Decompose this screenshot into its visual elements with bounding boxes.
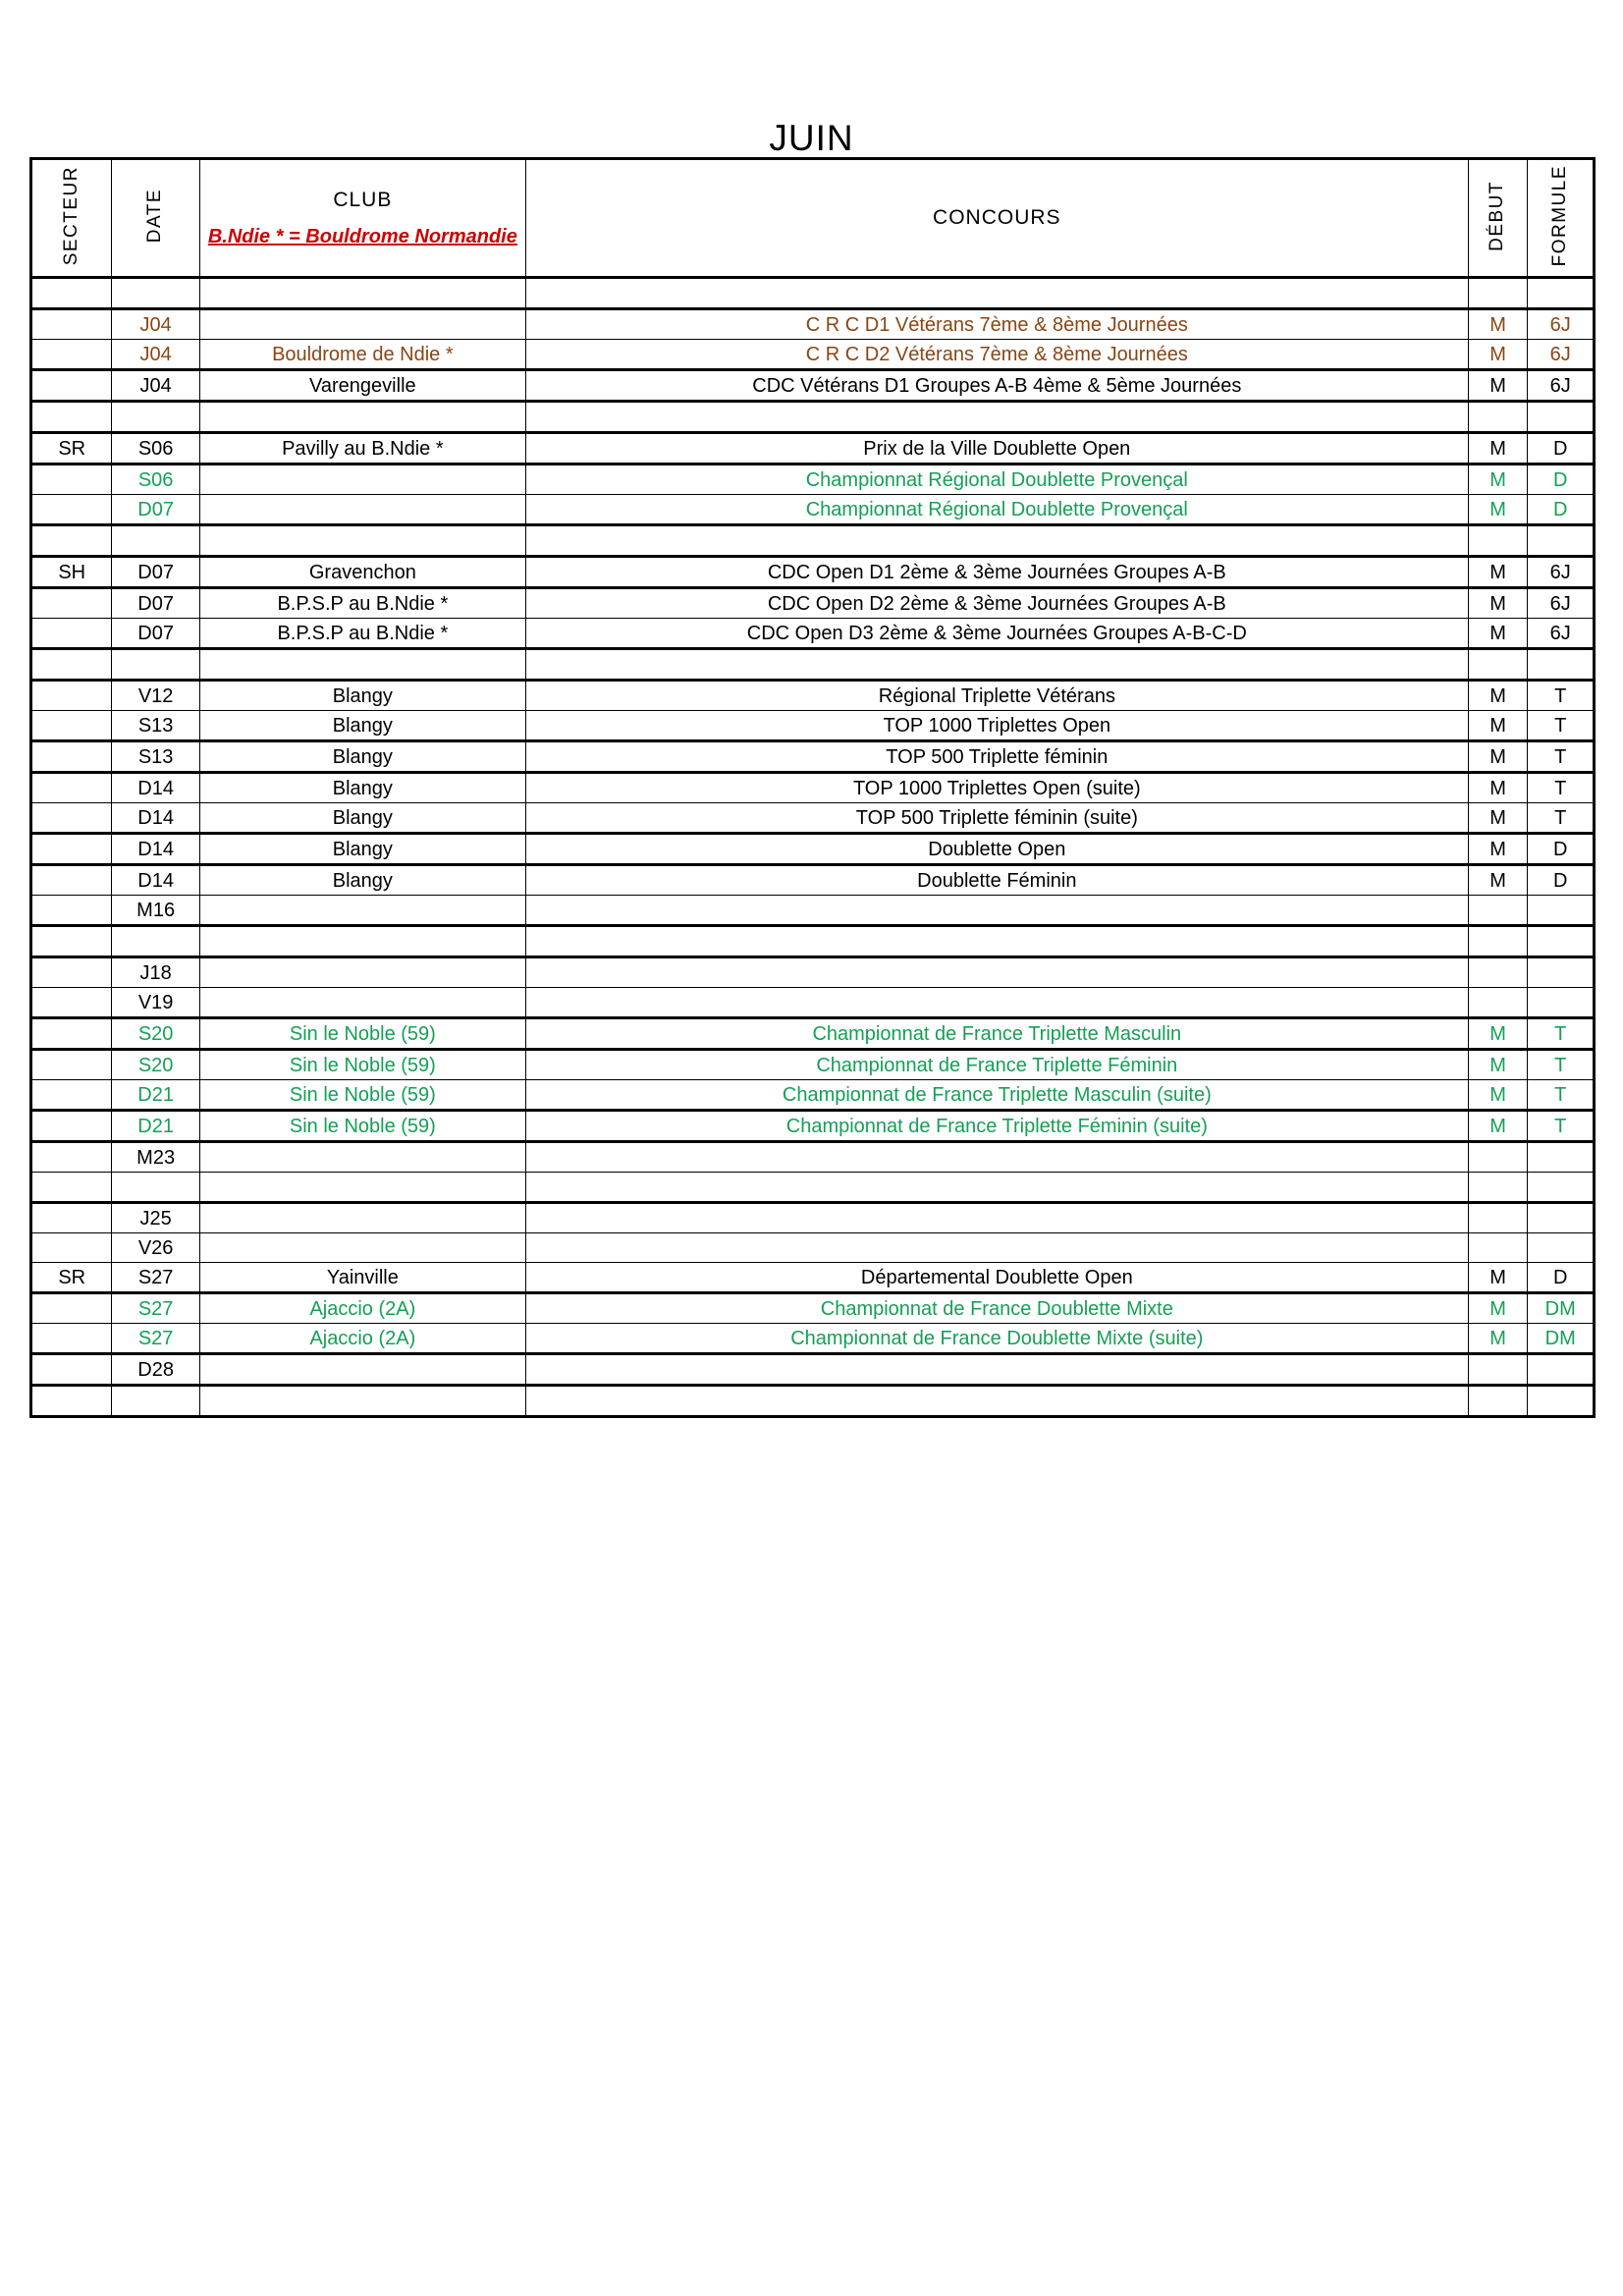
table-row xyxy=(31,619,1595,649)
cell-secteur xyxy=(31,1293,112,1324)
table-row xyxy=(31,988,1595,1018)
cell-date xyxy=(112,649,199,681)
cell-debut: M xyxy=(1468,340,1528,370)
table-row xyxy=(31,1354,1595,1386)
cell-date: D21 xyxy=(112,1111,199,1142)
cell-concours xyxy=(525,926,1468,957)
cell-debut xyxy=(1468,1386,1528,1417)
table-row xyxy=(31,957,1595,988)
table-row xyxy=(31,557,1595,588)
cell-concours xyxy=(525,525,1468,557)
table-row xyxy=(31,309,1595,340)
cell-formule xyxy=(1528,649,1595,681)
cell-date: S20 xyxy=(112,1050,199,1080)
table-row xyxy=(31,741,1595,773)
cell-concours xyxy=(525,649,1468,681)
column-header-date xyxy=(112,159,199,278)
header-row xyxy=(31,159,1595,278)
cell-date: J04 xyxy=(112,309,199,340)
table-row xyxy=(31,370,1595,402)
cell-concours: CDC Vétérans D1 Groupes A-B 4ème & 5ème Journées xyxy=(525,370,1468,402)
cell-club: Blangy xyxy=(199,803,525,834)
cell-debut: M xyxy=(1468,1111,1528,1142)
cell-club xyxy=(199,402,525,433)
cell-club: Blangy xyxy=(199,865,525,896)
cell-club: Sin le Noble (59) xyxy=(199,1111,525,1142)
cell-secteur xyxy=(31,711,112,741)
cell-debut: M xyxy=(1468,681,1528,711)
cell-concours xyxy=(525,1354,1468,1386)
cell-club xyxy=(199,926,525,957)
cell-debut: M xyxy=(1468,803,1528,834)
cell-formule: T xyxy=(1528,803,1595,834)
table-header xyxy=(31,159,1595,278)
column-header-concours xyxy=(525,159,1468,278)
cell-secteur: SR xyxy=(31,1263,112,1293)
cell-club xyxy=(199,278,525,309)
cell-concours: Championnat de France Doublette Mixte xyxy=(525,1293,1468,1324)
cell-formule: 6J xyxy=(1528,619,1595,649)
table-spacer-row xyxy=(31,525,1595,557)
cell-club: Sin le Noble (59) xyxy=(199,1018,525,1050)
cell-date: D14 xyxy=(112,773,199,803)
table-spacer-row xyxy=(31,402,1595,433)
cell-secteur xyxy=(31,741,112,773)
cell-secteur xyxy=(31,1324,112,1354)
column-header-club xyxy=(199,159,525,278)
cell-formule xyxy=(1528,1386,1595,1417)
cell-concours: Doublette Féminin xyxy=(525,865,1468,896)
cell-concours: Championnat Régional Doublette Provençal xyxy=(525,495,1468,525)
cell-date xyxy=(112,525,199,557)
cell-concours xyxy=(525,278,1468,309)
cell-debut: M xyxy=(1468,370,1528,402)
cell-date xyxy=(112,402,199,433)
table-row xyxy=(31,1111,1595,1142)
cell-debut xyxy=(1468,1173,1528,1203)
cell-secteur xyxy=(31,865,112,896)
table-row xyxy=(31,896,1595,926)
cell-club: Yainville xyxy=(199,1263,525,1293)
cell-date: J25 xyxy=(112,1203,199,1233)
cell-club xyxy=(199,465,525,495)
cell-debut xyxy=(1468,926,1528,957)
cell-date xyxy=(112,1173,199,1203)
table-row xyxy=(31,1050,1595,1080)
cell-debut xyxy=(1468,1354,1528,1386)
cell-club xyxy=(199,1233,525,1263)
cell-secteur xyxy=(31,465,112,495)
cell-concours xyxy=(525,402,1468,433)
cell-debut: M xyxy=(1468,433,1528,465)
cell-debut xyxy=(1468,957,1528,988)
cell-club: Pavilly au B.Ndie * xyxy=(199,433,525,465)
cell-club xyxy=(199,525,525,557)
cell-formule: 6J xyxy=(1528,340,1595,370)
cell-concours: Championnat de France Triplette Féminin (suite) xyxy=(525,1111,1468,1142)
cell-debut: M xyxy=(1468,1293,1528,1324)
cell-formule: T xyxy=(1528,1080,1595,1111)
cell-secteur xyxy=(31,619,112,649)
cell-concours xyxy=(525,1173,1468,1203)
column-header-debut xyxy=(1468,159,1528,278)
cell-debut xyxy=(1468,1142,1528,1173)
cell-date xyxy=(112,1386,199,1417)
cell-club xyxy=(199,1354,525,1386)
cell-club xyxy=(199,1173,525,1203)
cell-formule: D xyxy=(1528,465,1595,495)
table-row xyxy=(31,495,1595,525)
cell-formule: 6J xyxy=(1528,309,1595,340)
cell-date: J04 xyxy=(112,340,199,370)
cell-formule: T xyxy=(1528,1018,1595,1050)
cell-debut: M xyxy=(1468,741,1528,773)
club-note: B.Ndie * = Bouldrome Normandie xyxy=(207,225,517,247)
table-row xyxy=(31,1080,1595,1111)
cell-club: B.P.S.P au B.Ndie * xyxy=(199,619,525,649)
cell-secteur xyxy=(31,278,112,309)
debut-label: DÉBUT xyxy=(1487,180,1508,251)
cell-concours: TOP 500 Triplette féminin xyxy=(525,741,1468,773)
cell-secteur xyxy=(31,803,112,834)
cell-date: D28 xyxy=(112,1354,199,1386)
cell-debut: M xyxy=(1468,1263,1528,1293)
cell-formule xyxy=(1528,402,1595,433)
cell-club xyxy=(199,988,525,1018)
cell-concours xyxy=(525,988,1468,1018)
table-row xyxy=(31,1018,1595,1050)
cell-formule: DM xyxy=(1528,1293,1595,1324)
cell-concours: TOP 1000 Triplettes Open (suite) xyxy=(525,773,1468,803)
cell-formule: T xyxy=(1528,711,1595,741)
page-title: JUIN xyxy=(769,118,854,158)
cell-concours: C R C D1 Vétérans 7ème & 8ème Journées xyxy=(525,309,1468,340)
cell-formule xyxy=(1528,1173,1595,1203)
cell-concours: Doublette Open xyxy=(525,834,1468,865)
cell-club: Sin le Noble (59) xyxy=(199,1050,525,1080)
club-label: CLUB xyxy=(333,189,393,212)
cell-club: Blangy xyxy=(199,741,525,773)
cell-concours: CDC Open D3 2ème & 3ème Journées Groupes A-B-C-D xyxy=(525,619,1468,649)
cell-formule xyxy=(1528,988,1595,1018)
cell-debut xyxy=(1468,525,1528,557)
cell-date: V26 xyxy=(112,1233,199,1263)
cell-formule: T xyxy=(1528,1111,1595,1142)
cell-secteur xyxy=(31,926,112,957)
cell-club: Blangy xyxy=(199,773,525,803)
cell-date: D14 xyxy=(112,834,199,865)
cell-club xyxy=(199,1386,525,1417)
cell-date: S27 xyxy=(112,1263,199,1293)
cell-concours xyxy=(525,1203,1468,1233)
cell-date: D07 xyxy=(112,588,199,619)
cell-date: S27 xyxy=(112,1293,199,1324)
cell-debut: M xyxy=(1468,1080,1528,1111)
cell-date: D21 xyxy=(112,1080,199,1111)
cell-secteur xyxy=(31,588,112,619)
cell-concours: Championnat de France Triplette Féminin xyxy=(525,1050,1468,1080)
cell-debut: M xyxy=(1468,1018,1528,1050)
cell-club xyxy=(199,309,525,340)
cell-date: V12 xyxy=(112,681,199,711)
table-row xyxy=(31,1263,1595,1293)
cell-formule: DM xyxy=(1528,1324,1595,1354)
cell-debut: M xyxy=(1468,465,1528,495)
cell-formule: T xyxy=(1528,773,1595,803)
cell-secteur xyxy=(31,681,112,711)
table-body xyxy=(31,278,1595,1417)
cell-club: Ajaccio (2A) xyxy=(199,1293,525,1324)
cell-club: Bouldrome de Ndie * xyxy=(199,340,525,370)
cell-secteur: SH xyxy=(31,557,112,588)
cell-club xyxy=(199,1142,525,1173)
cell-concours: C R C D2 Vétérans 7ème & 8ème Journées xyxy=(525,340,1468,370)
cell-formule: D xyxy=(1528,865,1595,896)
table-row xyxy=(31,803,1595,834)
cell-debut xyxy=(1468,278,1528,309)
cell-date: S20 xyxy=(112,1018,199,1050)
cell-club xyxy=(199,495,525,525)
cell-debut: M xyxy=(1468,588,1528,619)
cell-formule: T xyxy=(1528,741,1595,773)
cell-secteur xyxy=(31,988,112,1018)
cell-debut xyxy=(1468,896,1528,926)
table-row xyxy=(31,681,1595,711)
cell-formule xyxy=(1528,926,1595,957)
cell-concours: Championnat de France Doublette Mixte (suite) xyxy=(525,1324,1468,1354)
cell-date: D07 xyxy=(112,495,199,525)
cell-debut xyxy=(1468,402,1528,433)
table-row xyxy=(31,340,1595,370)
table-row xyxy=(31,773,1595,803)
cell-secteur xyxy=(31,340,112,370)
table-spacer-row xyxy=(31,649,1595,681)
table-row xyxy=(31,711,1595,741)
cell-date: D07 xyxy=(112,557,199,588)
cell-formule xyxy=(1528,957,1595,988)
cell-date: J04 xyxy=(112,370,199,402)
cell-club xyxy=(199,896,525,926)
cell-secteur xyxy=(31,1354,112,1386)
cell-debut: M xyxy=(1468,865,1528,896)
cell-date: D14 xyxy=(112,865,199,896)
cell-debut: M xyxy=(1468,557,1528,588)
cell-secteur xyxy=(31,834,112,865)
cell-formule: 6J xyxy=(1528,370,1595,402)
schedule-table xyxy=(29,157,1596,1418)
cell-concours: CDC Open D2 2ème & 3ème Journées Groupes A-B xyxy=(525,588,1468,619)
cell-concours xyxy=(525,1233,1468,1263)
table-row xyxy=(31,1233,1595,1263)
cell-date: V19 xyxy=(112,988,199,1018)
cell-secteur xyxy=(31,773,112,803)
table-row xyxy=(31,433,1595,465)
cell-club: Gravenchon xyxy=(199,557,525,588)
table-row xyxy=(31,465,1595,495)
cell-concours xyxy=(525,1386,1468,1417)
cell-formule: D xyxy=(1528,834,1595,865)
table-row xyxy=(31,1203,1595,1233)
cell-debut: M xyxy=(1468,1050,1528,1080)
cell-formule: T xyxy=(1528,1050,1595,1080)
cell-date: S13 xyxy=(112,741,199,773)
cell-secteur xyxy=(31,1142,112,1173)
cell-date: S27 xyxy=(112,1324,199,1354)
cell-concours: Régional Triplette Vétérans xyxy=(525,681,1468,711)
concours-label: CONCOURS xyxy=(933,206,1061,230)
cell-secteur xyxy=(31,495,112,525)
cell-formule: D xyxy=(1528,1263,1595,1293)
cell-formule xyxy=(1528,525,1595,557)
cell-concours: Prix de la Ville Doublette Open xyxy=(525,433,1468,465)
cell-debut: M xyxy=(1468,309,1528,340)
cell-concours xyxy=(525,957,1468,988)
cell-secteur xyxy=(31,1111,112,1142)
table-row xyxy=(31,834,1595,865)
cell-secteur xyxy=(31,525,112,557)
cell-formule: 6J xyxy=(1528,588,1595,619)
cell-formule xyxy=(1528,1203,1595,1233)
cell-date: D07 xyxy=(112,619,199,649)
cell-date xyxy=(112,278,199,309)
cell-debut xyxy=(1468,1233,1528,1263)
cell-debut: M xyxy=(1468,773,1528,803)
cell-date: S06 xyxy=(112,433,199,465)
cell-concours: CDC Open D1 2ème & 3ème Journées Groupes A-B xyxy=(525,557,1468,588)
cell-date: M23 xyxy=(112,1142,199,1173)
cell-concours: Championnat de France Triplette Masculin xyxy=(525,1018,1468,1050)
secteur-label: SECTEUR xyxy=(60,165,81,266)
cell-secteur xyxy=(31,649,112,681)
cell-secteur xyxy=(31,957,112,988)
cell-concours: Championnat Régional Doublette Provençal xyxy=(525,465,1468,495)
cell-concours: Championnat de France Triplette Masculin (suite) xyxy=(525,1080,1468,1111)
cell-secteur xyxy=(31,370,112,402)
table-spacer-row xyxy=(31,1173,1595,1203)
cell-club: Sin le Noble (59) xyxy=(199,1080,525,1111)
cell-secteur xyxy=(31,1203,112,1233)
cell-club xyxy=(199,1203,525,1233)
cell-date: D14 xyxy=(112,803,199,834)
cell-secteur xyxy=(31,1018,112,1050)
table-spacer-row xyxy=(31,926,1595,957)
cell-formule: T xyxy=(1528,681,1595,711)
formule-label: FORMULE xyxy=(1548,164,1570,267)
table-spacer-row xyxy=(31,1386,1595,1417)
cell-date: J18 xyxy=(112,957,199,988)
cell-concours xyxy=(525,896,1468,926)
cell-secteur xyxy=(31,402,112,433)
cell-club xyxy=(199,649,525,681)
cell-date xyxy=(112,926,199,957)
table-row xyxy=(31,588,1595,619)
cell-formule: D xyxy=(1528,495,1595,525)
cell-concours: TOP 500 Triplette féminin (suite) xyxy=(525,803,1468,834)
cell-secteur xyxy=(31,1080,112,1111)
cell-secteur xyxy=(31,1233,112,1263)
cell-formule: D xyxy=(1528,433,1595,465)
cell-date: S06 xyxy=(112,465,199,495)
cell-club xyxy=(199,957,525,988)
cell-debut: M xyxy=(1468,834,1528,865)
cell-formule xyxy=(1528,1354,1595,1386)
cell-debut: M xyxy=(1468,495,1528,525)
cell-debut xyxy=(1468,1203,1528,1233)
table-spacer-row xyxy=(31,278,1595,309)
cell-club: Blangy xyxy=(199,834,525,865)
cell-secteur xyxy=(31,896,112,926)
cell-debut: M xyxy=(1468,1324,1528,1354)
cell-formule xyxy=(1528,896,1595,926)
column-header-secteur xyxy=(31,159,112,278)
cell-concours: TOP 1000 Triplettes Open xyxy=(525,711,1468,741)
cell-formule xyxy=(1528,1142,1595,1173)
table-row xyxy=(31,865,1595,896)
cell-secteur xyxy=(31,1173,112,1203)
cell-concours xyxy=(525,1142,1468,1173)
cell-formule xyxy=(1528,1233,1595,1263)
column-header-formule xyxy=(1528,159,1595,278)
cell-club: Blangy xyxy=(199,681,525,711)
cell-secteur xyxy=(31,309,112,340)
cell-date: S13 xyxy=(112,711,199,741)
table-row xyxy=(31,1324,1595,1354)
date-label: DATE xyxy=(144,188,166,244)
cell-club: Varengeville xyxy=(199,370,525,402)
cell-date: M16 xyxy=(112,896,199,926)
cell-debut xyxy=(1468,988,1528,1018)
cell-secteur: SR xyxy=(31,433,112,465)
table-row xyxy=(31,1293,1595,1324)
cell-secteur xyxy=(31,1050,112,1080)
cell-debut xyxy=(1468,649,1528,681)
cell-club: B.P.S.P au B.Ndie * xyxy=(199,588,525,619)
cell-formule: 6J xyxy=(1528,557,1595,588)
table-row xyxy=(31,1142,1595,1173)
cell-debut: M xyxy=(1468,711,1528,741)
cell-concours: Départemental Doublette Open xyxy=(525,1263,1468,1293)
cell-debut: M xyxy=(1468,619,1528,649)
cell-club: Ajaccio (2A) xyxy=(199,1324,525,1354)
cell-formule xyxy=(1528,278,1595,309)
cell-club: Blangy xyxy=(199,711,525,741)
cell-secteur xyxy=(31,1386,112,1417)
